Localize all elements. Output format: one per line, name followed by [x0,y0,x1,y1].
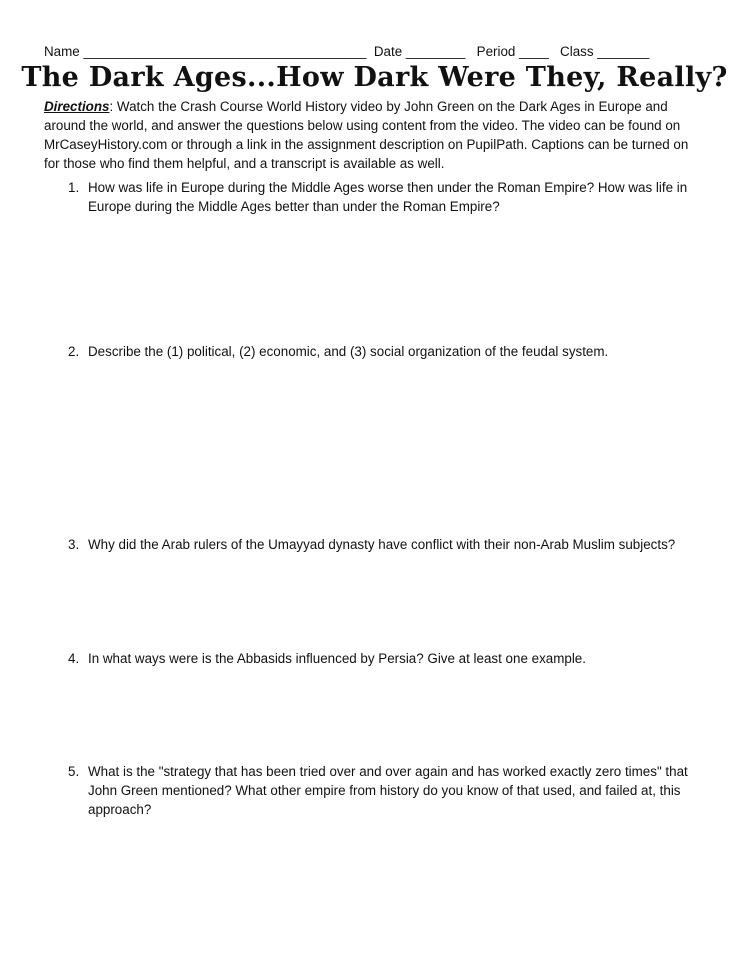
class-label: Class [560,44,594,59]
student-info-header: Name ______________________________________ Date ________ Period ____ Class _______ [44,44,650,59]
question-text: Why did the Arab rulers of the Umayyad dynasty have conflict with their non-Arab Muslim subjects? [88,537,676,552]
question-text: How was life in Europe during the Middle Ages worse then under the Roman Empire? How was life in Europe during the Middle Ages better than under the Roman Empire? [88,180,688,214]
directions-label: Directions [44,99,110,114]
question-text: In what ways were is the Abbasids influenced by Persia? Give at least one example. [88,651,586,666]
question-text: Describe the (1) political, (2) economic, and (3) social organization of the feudal system. [88,344,609,359]
name-label: Name [44,44,80,59]
directions [44,97,704,173]
question-number: 2. [68,344,80,359]
date-label: Date [373,44,403,59]
question-3 [68,535,708,554]
question-4 [68,649,708,668]
question-2 [68,342,708,361]
question-number: 4. [68,651,80,666]
worksheet-title: The Dark Ages...How Dark Were They, Really? [21,62,728,93]
directions-text: : Watch the Crash Course World History video by John Green on the Dark Ages in Europe and around the world, and answer the questions below using content from the video. The video can be found on MrCaseyHistory.com or through a link in the assignment description on PupilPath. Captions can be turned on for those who find them helpful, and a transcript is available as well. [44,99,689,171]
question-5 [68,762,708,819]
question-number: 3. [68,537,80,552]
question-text: What is the "strategy that has been tried over and over again and has worked exactly zero times" that John Green mentioned? What other empire from history do you know of that used, and failed at, this approach? [88,764,688,817]
period-label: Period [476,44,516,59]
question-number: 5. [68,764,80,779]
question-1 [68,178,708,216]
question-number: 1. [68,180,80,195]
